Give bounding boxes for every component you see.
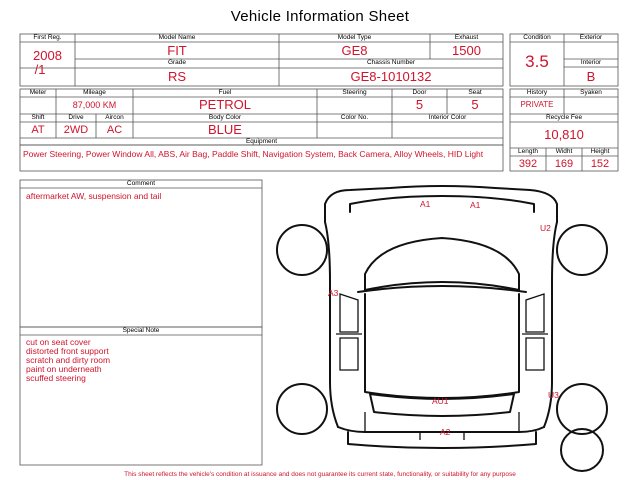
damage-mark-left-side: A3 [328, 288, 339, 298]
damage-mark-front-left: A1 [420, 199, 431, 209]
special-note-line: distorted front support [26, 346, 109, 356]
door-value: 5 [415, 97, 424, 112]
interior-color-label: Interior Color [428, 114, 467, 121]
comment-text: aftermarket AW, suspension and tail [26, 191, 162, 201]
damage-mark-rear-center: AU1 [432, 396, 449, 406]
interior-value: B [586, 69, 596, 84]
history-label: History [526, 89, 548, 96]
grade-label: Grade [167, 59, 187, 66]
damage-mark-right-front: U2 [540, 223, 551, 233]
comment-label: Comment [126, 180, 156, 187]
width-label: Widht [555, 148, 573, 155]
exhaust-label: Exhaust [454, 34, 479, 41]
special-note-label: Special Note [122, 327, 160, 334]
special-note-line: scratch and dirty room [26, 355, 111, 365]
exhaust-value: 1500 [452, 43, 481, 58]
body-color-value: BLUE [208, 122, 242, 137]
height-value: 152 [590, 158, 610, 170]
length-label: Length [518, 148, 538, 155]
interior-label: Interior [580, 59, 602, 66]
special-note-line: scuffed steering [26, 373, 86, 383]
chassis-number-value: GE8-1010132 [350, 69, 432, 84]
special-note-list [26, 338, 256, 383]
recycle-fee-label: Recycle Fee [545, 114, 583, 121]
fuel-label: Fuel [218, 89, 232, 96]
drive-label: Drive [68, 114, 84, 121]
meter-label: Meter [29, 89, 47, 96]
special-note-line: cut on seat cover [26, 337, 91, 347]
model-name-label: Model Name [158, 34, 196, 41]
seat-label: Seat [468, 89, 482, 96]
seat-value: 5 [471, 97, 479, 112]
exterior-label: Exterior [579, 34, 603, 41]
first-reg-label: First Reg. [33, 34, 62, 41]
shift-label: Shift [31, 114, 45, 121]
damage-mark-rear-bottom: A2 [440, 427, 451, 437]
steering-label: Steering [342, 89, 367, 96]
model-type-label: Model Type [337, 34, 372, 41]
damage-mark-front-right: A1 [470, 200, 481, 210]
length-value: 392 [518, 158, 538, 170]
equipment-label: Equipment [245, 138, 278, 145]
damage-mark-rear-right: U3 [548, 390, 559, 400]
condition-label: Condition [523, 34, 551, 41]
width-value: 169 [554, 158, 574, 170]
disclaimer-footer: This sheet reflects the vehicle's condition at issuance and does not guarantee its current state, functionality, or suitability for any purpose [124, 471, 516, 478]
special-note-line: paint on underneath [26, 364, 102, 374]
recycle-fee-value: 10,810 [544, 127, 584, 142]
mileage-value: 87,000 KM [72, 100, 117, 110]
history-value: PRIVATE [520, 100, 554, 109]
model-type-value: GE8 [341, 43, 368, 58]
color-no-label: Color No. [340, 114, 369, 121]
body-color-label: Body Color [208, 114, 242, 121]
grade-value: RS [167, 69, 187, 84]
syaken-label: Syaken [580, 89, 602, 96]
model-name-value: FIT [167, 43, 187, 58]
mileage-label: Mileage [83, 89, 106, 96]
door-label: Door [412, 89, 427, 96]
sheet-title: Vehicle Information Sheet [230, 8, 410, 25]
first-reg-year: 2008 [33, 48, 62, 63]
condition-value: 3.5 [525, 52, 549, 71]
aircon-label: Aircon [105, 114, 124, 121]
chassis-number-label: Chassis Number [366, 59, 416, 66]
fuel-value: PETROL [198, 97, 251, 112]
first-reg-month: /1 [34, 62, 46, 77]
aircon-value: AC [106, 124, 123, 136]
height-label: Height [590, 148, 610, 155]
shift-value: AT [31, 124, 45, 136]
equipment-text: Power Steering, Power Window All, ABS, Air Bag, Paddle Shift, Navigation System, Back Camera, Alloy Wheels, HID Light [23, 149, 484, 159]
drive-value: 2WD [63, 124, 89, 136]
